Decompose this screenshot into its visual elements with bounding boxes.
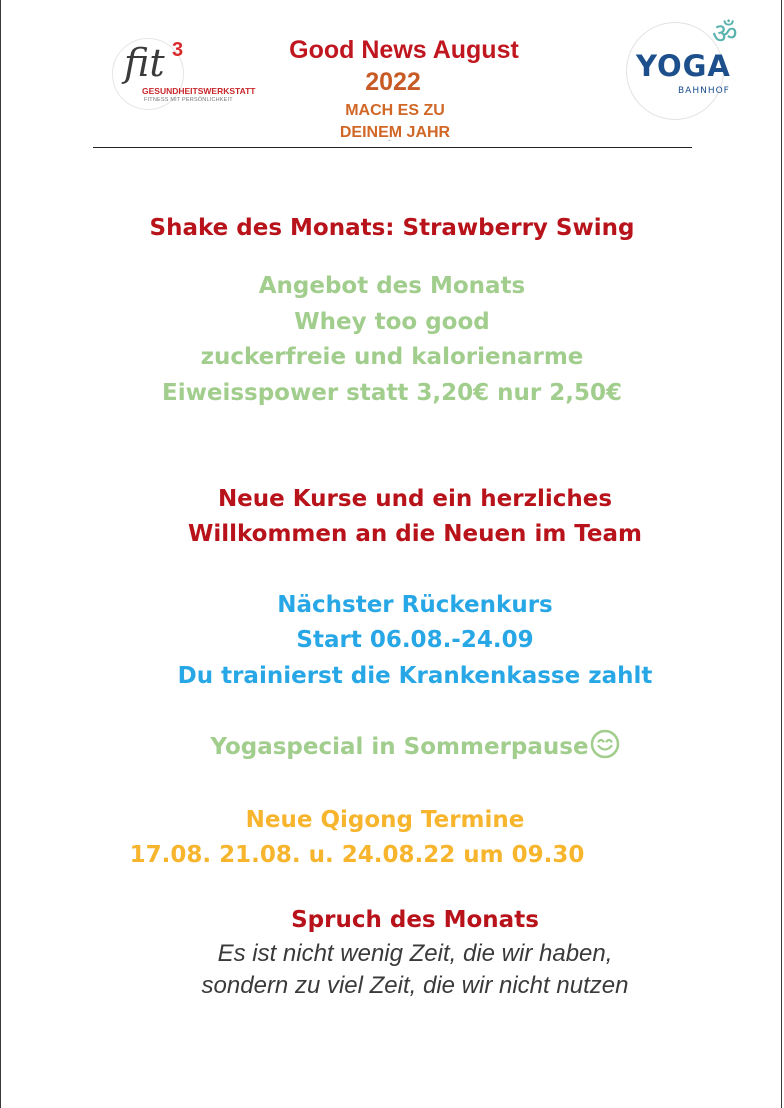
newsletter-motto-line1: MACH ES ZU [345,102,445,119]
fit3-logo [112,38,256,112]
fit3-logo-word: fit [124,41,165,85]
yoga-logo-word: YOGA [636,49,731,83]
fit3-logo-superscript: 3 [172,39,184,61]
offer-line-2: Whey too good [294,309,490,335]
qigong-title: Neue Qigong Termine [245,807,525,833]
courses-line-1: Neue Kurse und ein herzliches [217,486,613,512]
offer-line-4: Eiweisspower statt 3,20€ nur 2,50€ [162,380,622,406]
yoga-bahnhof-logo [626,17,746,120]
qigong-dates: 17.08. 21.08. u. 24.08.22 um 09.30 [129,842,585,868]
saying-line-2: sondern zu viel Zeit, die wir nicht nutzen [201,972,629,999]
offer-line-1: Angebot des Monats [258,273,526,299]
newsletter-title: Good News August [289,36,519,64]
courses-line-2: Willkommen an die Neuen im Team [187,521,643,547]
saying-line-1: Es ist nicht wenig Zeit, die wir haben, [217,940,613,967]
header-divider [93,147,692,148]
fit3-logo-subtitle: GESUNDHEITSWERKSTATT [142,86,256,96]
smiling-face-icon [590,729,620,759]
fit3-logo-tagline: FITNESS MIT PERSÖNLICHKEIT [144,97,233,103]
yoga-special-text: Yogaspecial in Sommerpause [210,734,589,760]
shake-of-month: Shake des Monats: Strawberry Swing [149,215,635,241]
back-course-dates: Start 06.08.-24.09 [296,627,534,653]
saying-title: Spruch des Monats [291,907,539,933]
yoga-special-line [115,729,715,765]
newsletter-year: 2022 [365,68,421,96]
om-icon: ॐ [712,17,738,50]
back-course-note: Du trainierst die Krankenkasse zahlt [177,663,653,689]
offer-line-3: zuckerfreie und kalorienarme [200,344,584,370]
tiny-mark: ˜ [388,140,391,147]
yoga-logo-subtitle: BAHNHOF [678,86,730,96]
back-course-title: Nächster Rückenkurs [277,592,553,618]
newsletter-motto-line2: DEINEM JAHR [339,124,451,141]
